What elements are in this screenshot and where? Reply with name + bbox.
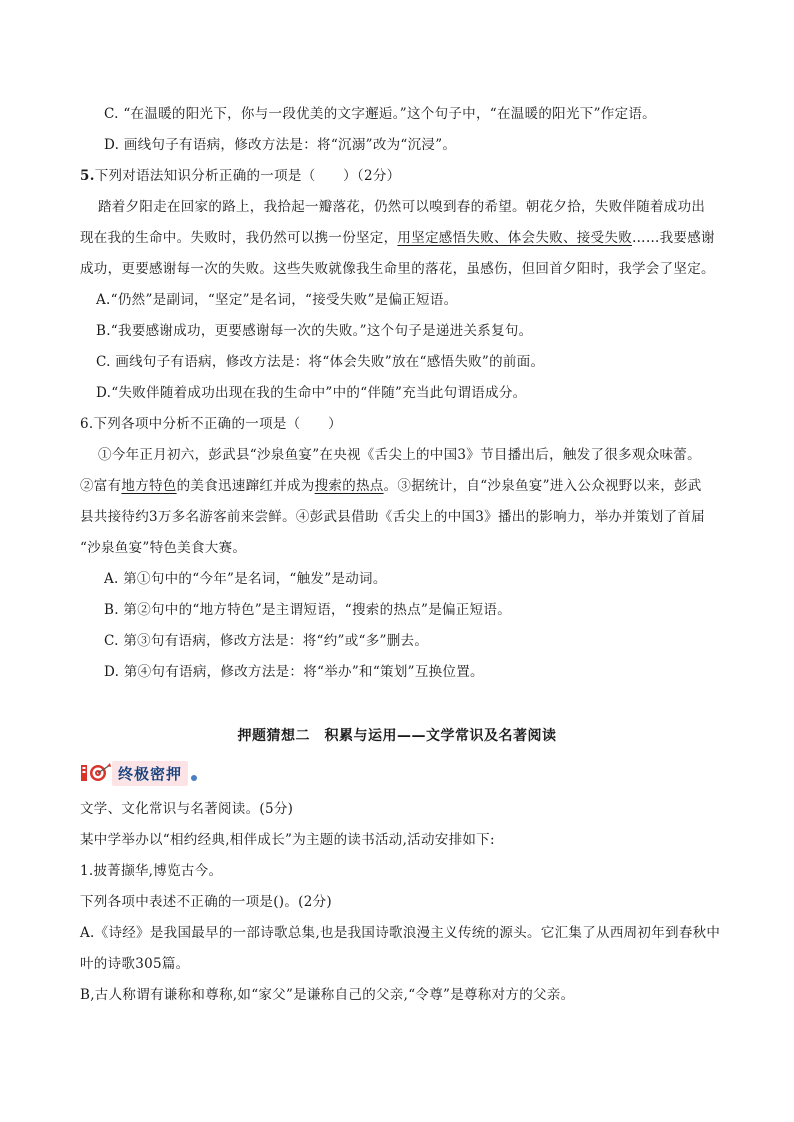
q6-option-d: D. 第④句有语病，修改方法是：将“举办”和“策划”互换位置。 bbox=[104, 664, 484, 680]
q6-passage-text-a: ②富有 bbox=[80, 478, 122, 494]
final-prediction-badge bbox=[80, 761, 197, 785]
q4-option-d: D. 画线句子有语病，修改方法是：将“沉溺”改为“沉浸”。 bbox=[104, 137, 457, 153]
q5-passage-line-1: 踏着夕阳走在回家的路上，我拾起一瓣落花，仍然可以嗅到春的希望。朝花夕拾，失败伴随着成功出 bbox=[98, 199, 706, 215]
q5-stem-text: 下列对语法知识分析正确的一项是（ ）（2分） bbox=[94, 168, 401, 184]
q6-stem: 6.下列各项中分析不正确的一项是（ ） bbox=[80, 416, 342, 432]
section-intro-2: 某中学举办以“相约经典,相伴成长”为主题的读书活动,活动安排如下: bbox=[80, 832, 495, 848]
q5-underlined-sentence: 用坚定感悟失败、体会失败、接受失败 bbox=[397, 230, 633, 246]
q6-underlined-phrase-2: 搜索的热点 bbox=[314, 478, 384, 494]
q6-passage-line-3: 县共接待约3万多名游客前来尝鲜。④彭武县借助《舌尖上的中国3》播出的影响力，举办并策划了首届 bbox=[80, 509, 705, 525]
q5-option-b: B.“我要感谢成功，更要感谢每一次的失败。”这个句子是递进关系复句。 bbox=[96, 323, 533, 339]
q6-passage-line-4: “沙泉鱼宴”特色美食大赛。 bbox=[80, 540, 247, 556]
badge-label: 终极密押 bbox=[112, 761, 188, 786]
section-option-b: B,古人称谓有谦称和尊称,如“家父”是谦称自己的父亲,“令尊”是尊称对方的父亲。 bbox=[80, 987, 575, 1003]
q5-stem bbox=[80, 166, 400, 186]
q4-option-c: C. “在温暖的阳光下，你与一段优美的文字邂逅。”这个句子中，“在温暖的阳光下”作定语。 bbox=[104, 106, 656, 122]
q6-passage-line-2 bbox=[80, 476, 702, 496]
q6-passage-text-b: 的美食迅速蹿红并成为 bbox=[176, 478, 315, 494]
target-icon bbox=[80, 762, 112, 784]
q6-option-b: B. 第②句中的“地方特色”是主谓短语，“搜索的热点”是偏正短语。 bbox=[104, 602, 512, 618]
q5-passage-text-end: ……我要感谢 bbox=[632, 230, 715, 246]
q5-option-d: D.“失败伴随着成功出现在我的生命中”中的“伴随”充当此句谓语成分。 bbox=[96, 385, 527, 401]
badge-dot-icon bbox=[191, 775, 197, 781]
section-intro-1: 文学、文化常识与名著阅读。(5分) bbox=[80, 801, 294, 817]
q5-option-c: C. 画线句子有语病，修改方法是：将“体会失败”放在“感悟失败”的前面。 bbox=[96, 354, 545, 370]
q5-passage-line-3: 成功，更要感谢每一次的失败。这些失败就像我生命里的落花，虽感伤，但回首夕阳时，我学会了坚定。 bbox=[80, 261, 715, 277]
q5-passage-text: 现在我的生命中。失败时，我仍然可以携一份坚定， bbox=[80, 230, 398, 246]
section-item-1: 1.披菁撷华,博览古今。 bbox=[80, 863, 223, 879]
q6-passage-line-1: ①今年正月初六，彭武县“沙泉鱼宴”在央视《舌尖上的中国3》节目播出后，触发了很多观众味蕾。 bbox=[98, 447, 701, 463]
q6-underlined-phrase-1: 地方特色 bbox=[121, 478, 177, 494]
section-title: 押题猜想二 积累与运用——文学常识及名著阅读 bbox=[237, 728, 557, 744]
q5-option-a: A.“仍然”是副词，“坚定”是名词，“接受失败”是偏正短语。 bbox=[96, 292, 458, 308]
section-option-a-line-1: A.《诗经》是我国最早的一部诗歌总集,也是我国诗歌浪漫主义传统的源头。它汇集了从西周初年到春秋中 bbox=[80, 925, 721, 941]
q6-option-a: A. 第①句中的“今年”是名词，“触发”是动词。 bbox=[104, 571, 387, 587]
section-item-1-stem: 下列各项中表述不正确的一项是()。(2分) bbox=[80, 894, 332, 910]
q6-option-c: C. 第③句有语病，修改方法是：将“约”或“多”删去。 bbox=[104, 633, 429, 649]
q6-passage-text-c: 。③据统计，自“沙泉鱼宴”进入公众视野以来，彭武 bbox=[383, 478, 702, 494]
section-option-a-line-2: 叶的诗歌305篇。 bbox=[80, 956, 190, 972]
q5-passage-line-2 bbox=[80, 228, 715, 248]
q5-number: 5. bbox=[80, 168, 95, 184]
